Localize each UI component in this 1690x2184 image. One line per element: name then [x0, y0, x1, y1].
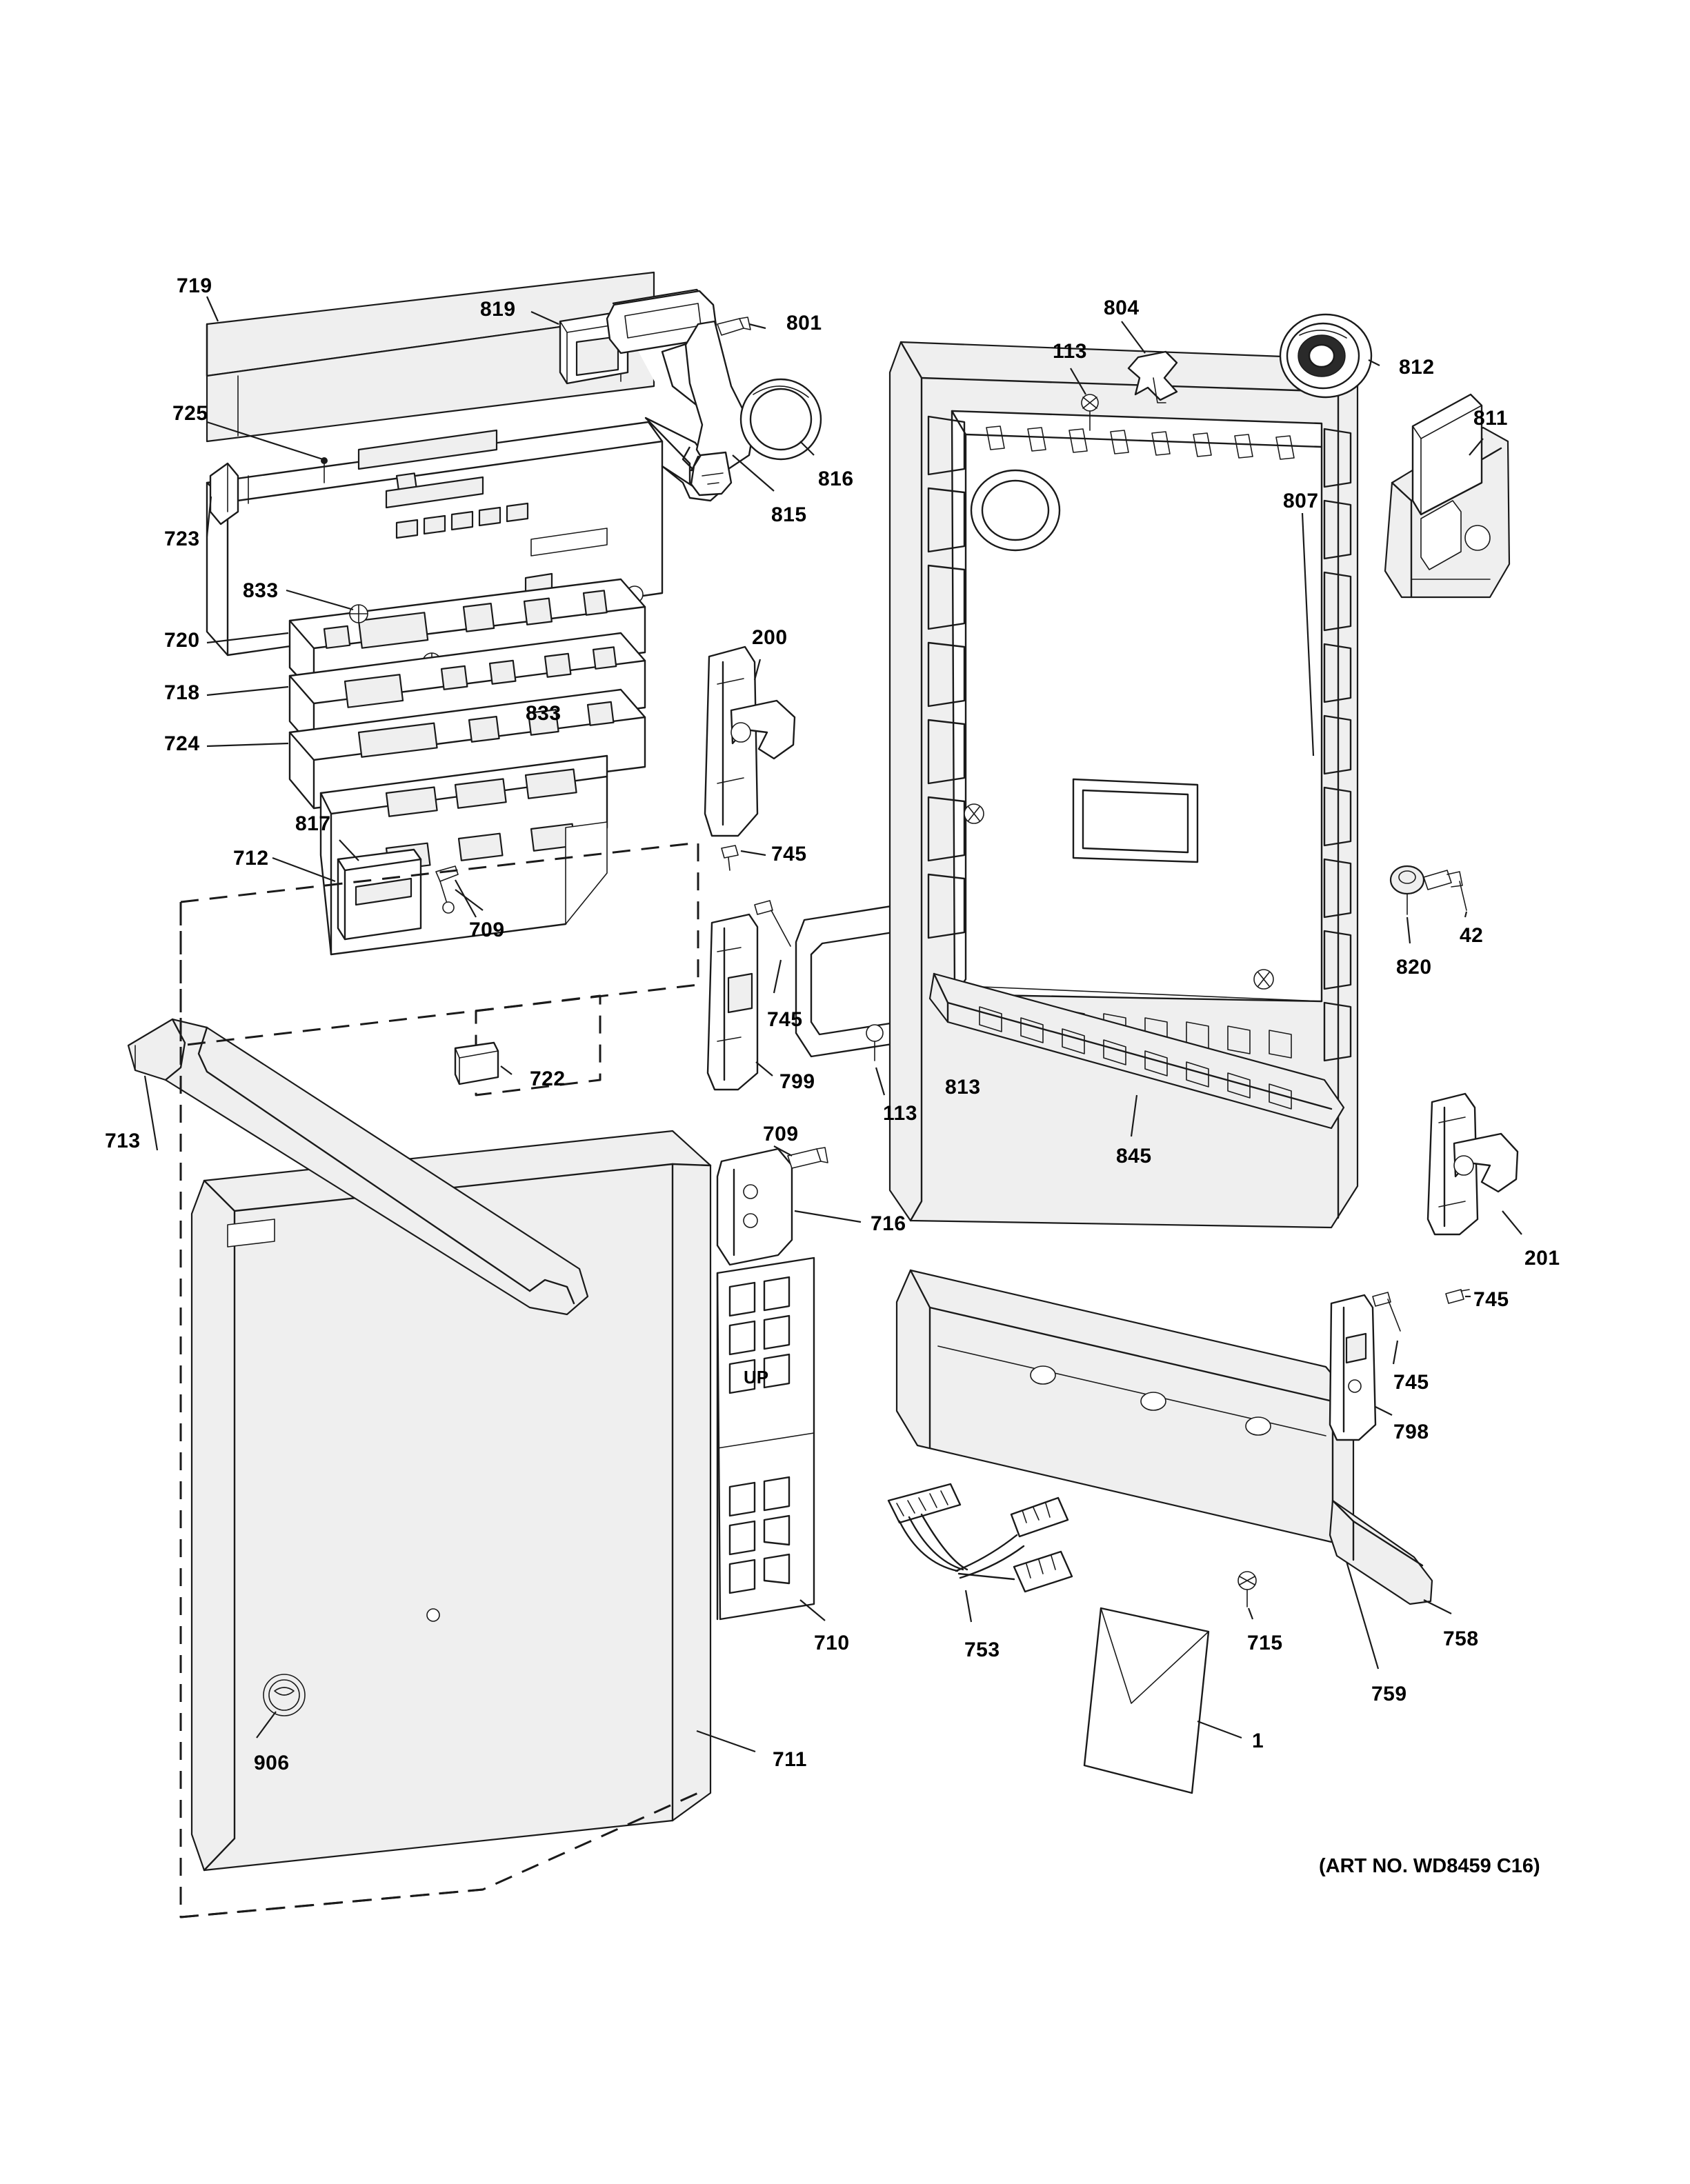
callout-819: 819 [480, 298, 516, 321]
callout-745-b: 745 [767, 1008, 803, 1031]
callout-745-c: 745 [1393, 1371, 1429, 1394]
callout-724: 724 [164, 732, 200, 755]
part-801-screw [717, 317, 750, 335]
part-710-silverware-basket [717, 1258, 814, 1619]
part-753-wire-harness [888, 1484, 1072, 1592]
callout-813: 813 [945, 1076, 981, 1099]
callout-710: 710 [814, 1632, 850, 1654]
callout-716: 716 [871, 1212, 906, 1235]
callout-807: 807 [1283, 490, 1319, 512]
callout-113-a: 113 [1053, 340, 1087, 363]
callout-718: 718 [164, 681, 200, 704]
callout-801: 801 [786, 312, 822, 334]
callout-759: 759 [1371, 1683, 1407, 1705]
callout-812: 812 [1399, 356, 1435, 379]
part-758-end-cap [1330, 1501, 1432, 1604]
callout-845: 845 [1116, 1145, 1152, 1168]
callout-200: 200 [752, 626, 788, 649]
callout-815: 815 [771, 503, 807, 526]
callout-820: 820 [1396, 956, 1432, 979]
callout-745-d: 745 [1473, 1288, 1509, 1311]
callout-816: 816 [818, 468, 854, 490]
callout-723: 723 [164, 528, 200, 550]
callout-811: 811 [1473, 407, 1508, 430]
part-817-display-module [338, 850, 421, 939]
part-745-screw-b [755, 901, 791, 946]
part-816-seal-ring [741, 379, 821, 459]
art-number-label: (ART NO. WD8459 C16) [1319, 1855, 1540, 1877]
part-812-vent-cap [1280, 314, 1371, 397]
rack-up-marking: UP [744, 1367, 769, 1387]
callout-758: 758 [1443, 1627, 1479, 1650]
callout-711: 711 [773, 1748, 807, 1771]
callout-715: 715 [1247, 1632, 1283, 1654]
part-745-screw-c [1373, 1292, 1400, 1331]
callout-833-a: 833 [243, 579, 279, 602]
callout-745-a: 745 [771, 843, 807, 865]
callout-798: 798 [1393, 1421, 1429, 1443]
callout-719: 719 [177, 274, 212, 297]
part-745-screw-a [722, 845, 738, 870]
part-798-bracket [1330, 1295, 1375, 1440]
callout-799: 799 [779, 1070, 815, 1093]
callout-804: 804 [1104, 297, 1140, 319]
callout-1: 1 [1252, 1730, 1264, 1752]
part-759-lower-access-panel [897, 1270, 1353, 1542]
part-722-latch [455, 1043, 498, 1084]
part-715-screw [1238, 1572, 1256, 1607]
part-799-strike-plate [708, 914, 757, 1090]
callout-713: 713 [105, 1130, 141, 1152]
callout-720: 720 [164, 629, 200, 652]
part-709-pin [788, 1148, 828, 1168]
callout-201: 201 [1524, 1247, 1560, 1270]
callout-817: 817 [295, 812, 331, 835]
part-42-screw [1424, 870, 1467, 910]
callout-725: 725 [172, 402, 208, 425]
callout-712: 712 [233, 847, 269, 870]
callout-42: 42 [1460, 924, 1484, 947]
callout-709-b: 709 [763, 1123, 799, 1145]
callout-722: 722 [530, 1068, 566, 1090]
callout-833-b: 833 [526, 702, 561, 725]
part-820-bumper [1391, 866, 1424, 914]
part-716-bracket [717, 1149, 792, 1265]
part-1-literature [1084, 1608, 1209, 1793]
callout-906: 906 [254, 1752, 290, 1774]
callout-113-b: 113 [883, 1102, 917, 1125]
callout-753: 753 [964, 1639, 1000, 1661]
callout-709-a: 709 [469, 919, 505, 941]
part-200-hinge [705, 647, 795, 836]
